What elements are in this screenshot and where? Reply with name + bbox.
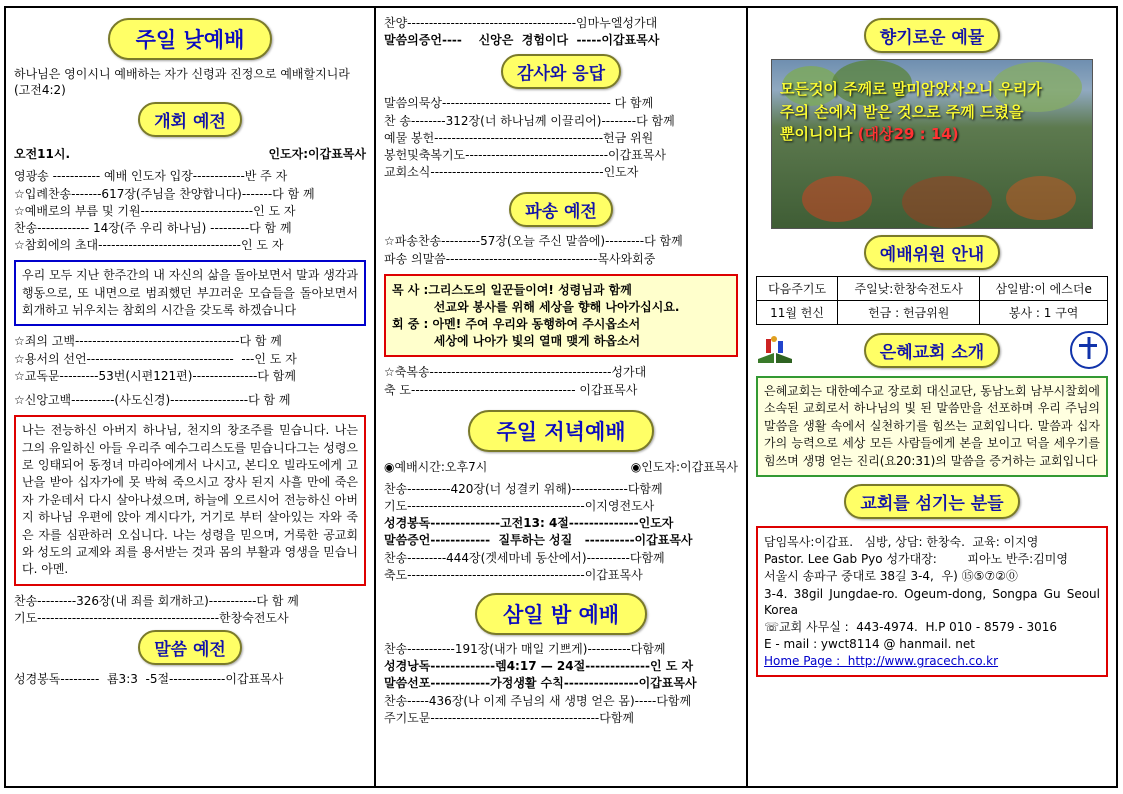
apostles-creed-box: 나는 전능하신 아버지 하나님, 천지의 창조주를 믿습니다. 나는 그의 유일하신 아들 우리주 예수그리스도를 믿습니다그는 성령으로 잉태되어 동정녀 마리아에게서 나시고, 본디오 빌라도에게 고난을 받아 십자가에 못 박혀 죽으시고 장사 된지 사흘 만에 죽은 자 가운데서 다시 살아나셨으며, 하늘에 오르시어 전능하신 아버지 하나님 우편에 앉아 계시다가, 거기로 부터 살아있는 자와 죽은 자를 심판하러 오십니다. 나는 성령을 믿으며, 거룩한 공교회와 성도의 교제와 죄를 용서받는 것과 몸의 부활과 영생을 믿습니다. 아멘. — [14, 415, 366, 586]
church-intro-box: 은혜교회는 대한예수교 장로회 대신교단, 동남노회 남부시찰회에 소속된 교회로서 하나님의 빛 된 말씀만을 선포하며 우리 주님의 말씀을 생활 속에서 실천하기를 힘쓰는 교회입니다. 말씀과 십자가의 능력으로 세상 모든 사람들에게 본을 보이고 덕을 세우기를 힘쓰며 생명 얻는 진리(요20:31)의 말씀을 증거하는 교회입니다 — [756, 376, 1108, 477]
order-item: ☆신앙고백----------(사도신경)------------------다 함 께 — [14, 393, 291, 408]
order-item: 말씀선포------------가정생활 수칙---------------이갑표목사 — [384, 676, 697, 691]
servant-line: 담임목사:이갑표. 심방, 상담: 한창숙. 교육: 이지영 — [764, 534, 1039, 549]
order-item: 찬송-----436장(나 이제 주님의 새 생명 얻은 몸)-----다함께 — [384, 693, 692, 708]
order-item: ☆축복송------------------------------------------성가대 — [384, 365, 647, 380]
order-item: 기도------------------------------------------한창숙전도사 — [14, 610, 289, 625]
order-item: ☆파송찬송---------57장(오늘 주신 말씀에)---------다 함께 — [384, 234, 683, 249]
order-item: ☆입례찬송-------617장(주님을 찬양합니다)-------다 함 께 — [14, 186, 315, 201]
order-item: 예물 봉헌---------------------------------------헌금 위원 — [384, 130, 654, 145]
order-item: 말씀증언------------ 질투하는 성질 ----------이갑표목사 — [384, 533, 693, 548]
photo-caption-line3: 뿐이니이다 — [780, 125, 853, 143]
order-item: 찬송---------326장(내 죄를 회개하고)-----------다 함 께 — [14, 593, 299, 608]
heading-offering: 향기로운 예물 — [864, 18, 1000, 53]
heading-sunday-evening: 주일 저녁예배 — [468, 410, 653, 452]
order-item: 교회소식----------------------------------------인도자 — [384, 165, 639, 180]
order-item: 봉헌및축복기도---------------------------------이갑표목사 — [384, 147, 666, 162]
table-cell: 11월 헌신 — [757, 301, 838, 325]
sending-line: 선교와 봉사를 위해 세상을 향해 나아가십시요. — [392, 299, 680, 314]
table-cell: 봉사 : 1 구역 — [980, 301, 1108, 325]
heading-sending-rite: 파송 예전 — [509, 192, 613, 227]
order-item: 찬송----------420장(너 성결키 위해)-------------다함께 — [384, 481, 663, 496]
sending-line: 목 사 :그리스도의 일꾼들이여! 성령님과 함께 — [392, 282, 632, 297]
heading-word-rite: 말씀 예전 — [138, 630, 242, 665]
column-sunday-morning — [4, 6, 376, 788]
order-item: 찬송-----------191장(내가 매일 기쁘게)----------다함께 — [384, 641, 666, 656]
order-item: ☆죄의 고백--------------------------------------다 함 께 — [14, 334, 282, 349]
order-item: 찬송---------444장(겟세마네 동산에서)----------다함께 — [384, 550, 665, 565]
table-cell: 헌금 : 헌금위원 — [838, 301, 980, 325]
sending-words-box — [384, 274, 738, 358]
order-item: 파송 의말씀-----------------------------------목사와회중 — [384, 251, 656, 266]
table-cell: 삼일밤:이 에스더e — [980, 277, 1108, 301]
order-item: 기도-----------------------------------------이지영전도사 — [384, 499, 655, 513]
scripture-reading: 성경봉독--------- 룜3:3 -5절-------------이갑표목사 — [14, 672, 284, 687]
heading-thanks-response: 감사와 응답 — [501, 54, 621, 89]
column-service-continued — [376, 6, 748, 788]
heading-wednesday-service: 삼일 밤 예배 — [475, 593, 647, 635]
order-item: 찬 송--------312장(너 하나님께 이끌리어)--------다 함께 — [384, 113, 675, 128]
sending-line: 세상에 나아가 빛의 열매 맺게 하옵소서 — [392, 334, 641, 349]
repentance-box: 우리 모두 지난 한주간의 내 자신의 삶을 돌아보면서 말과 생각과 행동으로, 또 내면으로 범죄했던 부끄러운 모습들을 돌아보면서 회개하고 뉘우치는 참회의 시간을 갖도록 하겠습니다 — [14, 260, 366, 326]
sermon-title-line: 말씀의증언---- 신앙은 경험이다 -----이갑표목사 — [384, 33, 660, 48]
committee-table — [756, 276, 1108, 325]
order-item: 성경봉독--------------고전13: 4절--------------인도자 — [384, 516, 674, 531]
heading-worship-committee: 예배위원 안내 — [864, 235, 1000, 270]
table-cell: 다음주기도 — [757, 277, 838, 301]
order-item: ☆교독문---------53번(시편121편)---------------다 함께 — [14, 368, 296, 383]
evening-time-row — [384, 458, 738, 475]
table-cell: 주일낮:한창숙전도사 — [838, 277, 980, 301]
book-icon — [756, 335, 794, 365]
photo-caption-line2: 주의 손에서 받은 것으로 주께 드렸을 — [780, 102, 1024, 121]
cross-seal-icon — [1070, 331, 1108, 369]
order-item: 축 도-------------------------------------- 이갑표목사 — [384, 382, 638, 397]
servant-line: E - mail : ywct8114 @ hanmail. net — [764, 637, 975, 652]
heading-church-servants: 교회를 섬기는 분들 — [844, 484, 1019, 519]
servants-box — [756, 526, 1108, 678]
order-item: ☆예배로의 부름 및 기원--------------------------인 도 자 — [14, 203, 296, 218]
service-leader: 인도자:이갑표목사 — [268, 147, 366, 162]
sending-line: 회 중 : 아멘! 주여 우리와 동행하여 주시옵소서 — [392, 317, 641, 332]
photo-caption-ref: (대상29 : 14) — [857, 125, 959, 143]
table-row — [757, 277, 1108, 301]
order-item: 찬송------------ 14장(주 우리 하나님) ---------다 함 께 — [14, 220, 292, 235]
photo-caption-line1: 모든것이 주께로 말미암았사오니 우리가 — [780, 80, 1042, 98]
service-time: 오전11시. — [14, 147, 71, 162]
table-row — [757, 301, 1108, 325]
servant-line: Pastor. Lee Gab Pyo 성가대장: 피아노 반주:김미영 — [764, 552, 1068, 567]
heading-opening-rite: 개회 예전 — [138, 102, 242, 137]
order-item: 주기도문---------------------------------------다함께 — [384, 710, 635, 725]
opening-verse: 하나님은 영이시니 예배하는 자가 신령과 진정으로 예배할지니라(고전4:2) — [14, 67, 350, 98]
photo-caption — [780, 78, 1084, 146]
evening-leader: ◉인도자:이갑표목사 — [630, 459, 738, 474]
evening-time: ◉예배시간:오후7시 — [384, 459, 488, 474]
order-item: 성경낭독-------------렘4:17 — 24절-------------인 도 자 — [384, 659, 694, 674]
intro-heading-row — [756, 331, 1108, 369]
title-sunday-morning: 주일 낮예배 — [108, 18, 273, 60]
order-item: 영광송 ----------- 예배 인도자 입장------------반 주 자 — [14, 169, 288, 184]
berry-photo — [771, 59, 1093, 229]
servant-line: 3-4. 38gil Jungdae-ro. Ogeum-dong, Songpa Gu Seoul Korea — [764, 586, 1104, 617]
order-item: ☆참회에의 초대---------------------------------인 도 자 — [14, 238, 284, 253]
servant-line: ☏교회 사무실 : 443-4974. H.P 010 - 8579 - 3016 — [764, 619, 1058, 634]
column-info — [748, 6, 1118, 788]
service-time-row — [14, 145, 366, 162]
homepage-link[interactable]: Home Page : http://www.gracech.co.kr — [764, 654, 999, 669]
order-item: 말씀의묵상--------------------------------------- 다 함께 — [384, 96, 654, 111]
choir-anthem: 찬양---------------------------------------임마누엘성가대 — [384, 16, 658, 30]
servant-line: 서울시 송파구 중대로 38길 3-4, 우) ⑮⑤⑦②⓪ — [764, 569, 1018, 584]
order-item: ☆용서의 선언---------------------------------- ---인 도 자 — [14, 351, 297, 366]
order-item: 축도-----------------------------------------이갑표목사 — [384, 567, 643, 582]
heading-church-intro: 은혜교회 소개 — [864, 333, 1000, 368]
